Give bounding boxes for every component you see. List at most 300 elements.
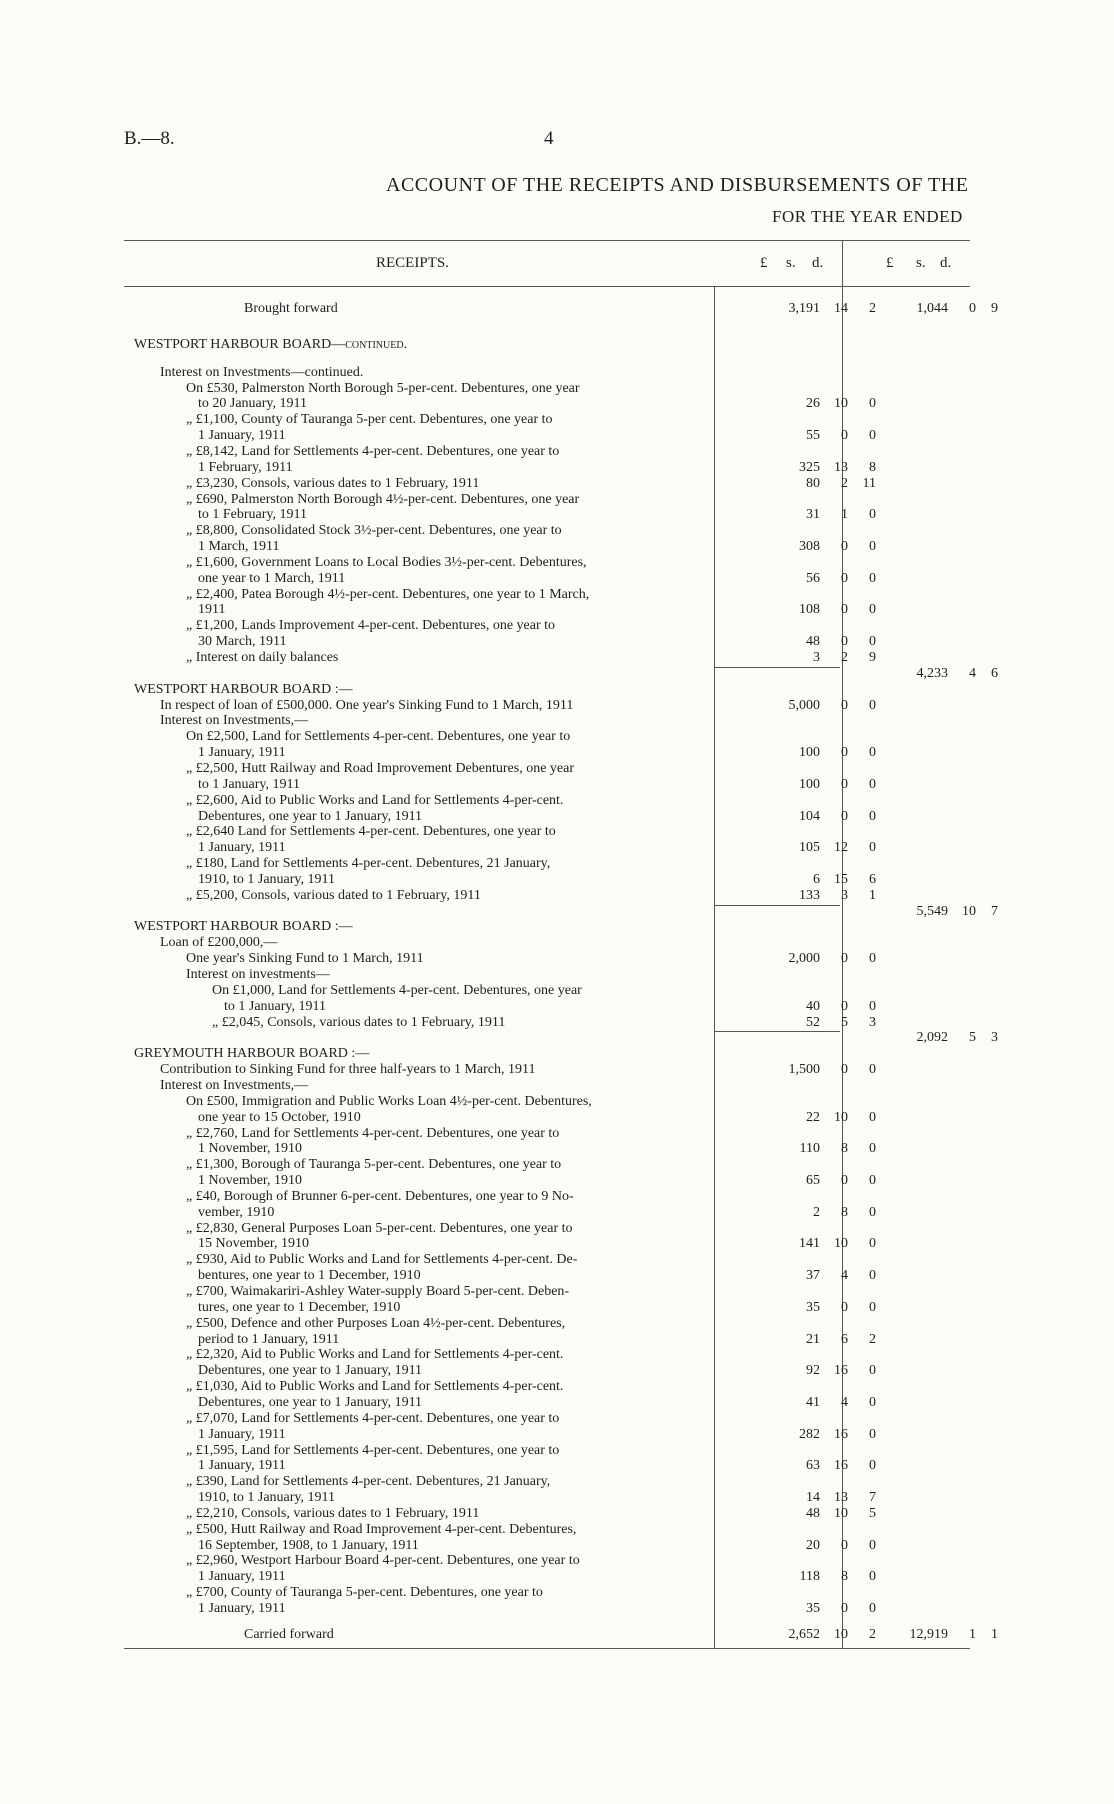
table-row — [134, 1378, 978, 1395]
amount-d: 1 — [869, 887, 876, 903]
table-row — [134, 1014, 978, 1031]
amount-l: 325 — [799, 459, 820, 475]
row-description: „ £2,760, Land for Settlements 4-per-cent. Debentures, one year to — [186, 1125, 560, 1141]
table-row — [134, 950, 978, 967]
table-row — [134, 586, 978, 603]
amount-s: 10 — [834, 1236, 848, 1252]
row-description: to 20 January, 1911 — [198, 396, 307, 412]
row-description: „ £2,320, Aid to Public Works and Land for Settlements 4-per-cent. — [186, 1347, 564, 1363]
amount-s: 10 — [834, 1626, 848, 1642]
amount-l: 20 — [806, 1537, 820, 1553]
row-description: „ £2,045, Consols, various dates to 1 February, 1911 — [212, 1014, 506, 1030]
table-row — [134, 1362, 978, 1379]
table-row — [134, 649, 978, 666]
amount-s: 1 — [841, 507, 848, 523]
row-description: On £530, Palmerston North Borough 5-per-cent. Debentures, one year — [186, 380, 580, 396]
amount-L: 2,092 — [916, 1030, 948, 1046]
table-row — [134, 1394, 978, 1411]
amount-d: 11 — [862, 475, 876, 491]
table-row — [134, 1220, 978, 1237]
row-description: „ £8,800, Consolidated Stock 3½-per-cent. Debentures, one year to — [186, 523, 562, 539]
pence2-heading: d. — [940, 255, 952, 271]
table-row — [134, 1473, 978, 1490]
table-row — [134, 1125, 978, 1142]
row-description: „ £1,030, Aid to Public Works and Land for Settlements 4-per-cent. — [186, 1379, 564, 1395]
row-description: „ £500, Defence and other Purposes Loan 4½-per-cent. Debentures, — [186, 1315, 566, 1331]
row-description: 1 January, 1911 — [198, 1601, 286, 1616]
amount-l: 92 — [806, 1363, 820, 1379]
row-description: „ £2,830, General Purposes Loan 5-per-cent. Debentures, one year to — [186, 1220, 573, 1236]
amount-d: 0 — [869, 840, 876, 856]
amount-l: 35 — [806, 1601, 820, 1616]
shillings-heading: s. — [786, 255, 796, 271]
amount-l: 308 — [799, 539, 820, 555]
amount-d: 0 — [869, 634, 876, 650]
table-row — [134, 491, 978, 508]
amount-L: 5,549 — [916, 903, 948, 919]
amount-l: 3 — [813, 650, 820, 665]
row-description: „ £7,070, Land for Settlements 4-per-cent. Debentures, one year to — [186, 1410, 560, 1426]
table-row — [134, 364, 978, 381]
table-row — [134, 1410, 978, 1427]
row-description: Interest on Investments,— — [160, 1077, 309, 1093]
amount-l: 40 — [806, 998, 820, 1014]
amount-d: 0 — [869, 745, 876, 761]
amount-d: 2 — [869, 1331, 876, 1347]
amount-s: 16 — [834, 1458, 848, 1474]
table-row — [134, 1346, 978, 1363]
amount-l: 2,652 — [788, 1626, 820, 1642]
row-description: On £2,500, Land for Settlements 4-per-cent. Debentures, one year to — [186, 729, 571, 745]
table-row — [134, 554, 978, 571]
amount-l: 80 — [806, 475, 820, 491]
row-description: bentures, one year to 1 December, 1910 — [198, 1268, 421, 1284]
amount-l: 1,500 — [788, 1062, 820, 1078]
amount-d: 0 — [869, 570, 876, 586]
table-row — [134, 1584, 978, 1601]
row-description: one year to 15 October, 1910 — [198, 1109, 361, 1125]
amount-l: 22 — [806, 1109, 820, 1125]
row-description: Interest on investments— — [186, 967, 330, 982]
amount-d: 0 — [869, 539, 876, 555]
row-description: „ £700, County of Tauranga 5-per-cent. Debentures, one year to — [186, 1585, 543, 1601]
row-description: Loan of £200,000,— — [160, 935, 278, 951]
row-description: 1 January, 1911 — [198, 1569, 286, 1585]
amount-S: 1 — [969, 1626, 976, 1642]
table-row — [134, 395, 978, 412]
amount-s: 10 — [834, 396, 848, 412]
row-description: „ £8,142, Land for Settlements 4-per-cent. Debentures, one year to — [186, 443, 560, 459]
row-description: one year to 1 March, 1911 — [198, 570, 346, 586]
amount-s: 3 — [841, 887, 848, 903]
amount-s: 0 — [841, 1173, 848, 1189]
amount-l: 52 — [806, 1014, 820, 1030]
amount-s: 0 — [841, 1299, 848, 1315]
table-row — [134, 1204, 978, 1221]
amount-l: 31 — [806, 507, 820, 523]
row-description: „ £1,600, Government Loans to Local Bodies 3½-per-cent. Debentures, — [186, 554, 587, 570]
table-row — [134, 427, 978, 444]
row-description: „ £390, Land for Settlements 4-per-cent. Debentures, 21 January, — [186, 1474, 551, 1490]
amount-s: 6 — [841, 1331, 848, 1347]
row-description: „ Interest on daily balances — [186, 650, 339, 665]
table-row — [134, 1045, 978, 1062]
amount-l: 65 — [806, 1173, 820, 1189]
amount-s: 0 — [841, 697, 848, 713]
table-row — [134, 697, 978, 714]
amount-d: 0 — [869, 1062, 876, 1078]
row-description: 1 November, 1910 — [198, 1141, 303, 1157]
amount-d: 0 — [869, 951, 876, 967]
amount-L: 4,233 — [916, 665, 948, 681]
header-ref: B.—8. — [124, 128, 175, 149]
row-description: 1 January, 1911 — [198, 1458, 286, 1474]
row-description: Debentures, one year to 1 January, 1911 — [198, 1394, 423, 1410]
table-row — [134, 1172, 978, 1189]
amount-d: 6 — [869, 871, 876, 887]
amount-s: 0 — [841, 808, 848, 824]
amount-l: 56 — [806, 570, 820, 586]
amount-l: 100 — [799, 776, 820, 792]
amount-s: 12 — [834, 840, 848, 856]
table-row — [134, 966, 978, 983]
row-description: 1910, to 1 January, 1911 — [198, 871, 335, 887]
amount-s: 13 — [834, 459, 848, 475]
table-row — [134, 459, 978, 476]
table-row — [134, 998, 978, 1015]
amount-s: 0 — [841, 634, 848, 650]
row-description: „ £930, Aid to Public Works and Land for Settlements 4-per-cent. De- — [186, 1252, 578, 1268]
table-row — [134, 712, 978, 729]
row-description: Interest on Investments,— — [160, 713, 309, 729]
row-description: 15 November, 1910 — [198, 1236, 310, 1252]
amount-s: 5 — [841, 1014, 848, 1030]
amount-s: 10 — [834, 1109, 848, 1125]
amount-D: 1 — [991, 1626, 998, 1642]
row-description: WESTPORT HARBOUR BOARD :— — [134, 681, 353, 697]
amount-d: 0 — [869, 1173, 876, 1189]
row-description: „ £40, Borough of Brunner 6-per-cent. Debentures, one year to 9 No- — [186, 1188, 574, 1204]
row-description: 1 January, 1911 — [198, 428, 286, 444]
table-row — [134, 1267, 978, 1284]
table-row — [134, 1093, 978, 1110]
row-description: 1 January, 1911 — [198, 840, 286, 856]
amount-d: 0 — [869, 1426, 876, 1442]
table-row — [134, 1626, 998, 1643]
amount-d: 2 — [869, 301, 876, 316]
table-row — [134, 1077, 978, 1094]
row-description: „ £1,200, Lands Improvement 4-per-cent. Debentures, one year to — [186, 618, 556, 634]
row-description: 1 February, 1911 — [198, 459, 293, 475]
amount-d: 0 — [869, 1141, 876, 1157]
row-description: 1 January, 1911 — [198, 745, 286, 761]
row-description: „ £2,210, Consols, various dates to 1 February, 1911 — [186, 1505, 480, 1521]
amount-s: 2 — [841, 475, 848, 491]
amount-s: 0 — [841, 570, 848, 586]
table-row — [134, 1140, 978, 1157]
table-row — [134, 506, 978, 523]
row-description: to 1 January, 1911 — [198, 776, 300, 792]
row-description: „ £500, Hutt Railway and Road Improvement 4-per-cent. Debentures, — [186, 1521, 577, 1537]
row-description: „ £700, Waimakariri-Ashley Water-supply Board 5-per-cent. Deben- — [186, 1284, 570, 1299]
amount-d: 0 — [869, 1268, 876, 1284]
amount-d: 0 — [869, 1299, 876, 1315]
amount-L: 1,044 — [916, 301, 948, 316]
amount-l: 133 — [799, 887, 820, 903]
table-row — [134, 1537, 978, 1554]
amount-l: 14 — [806, 1490, 820, 1506]
amount-L: 12,919 — [909, 1626, 948, 1642]
table-row — [134, 1299, 978, 1316]
amount-d: 0 — [869, 1601, 876, 1616]
table-bottom-rule — [124, 1648, 970, 1649]
amount-d: 0 — [869, 1458, 876, 1474]
row-description: to 1 February, 1911 — [198, 507, 307, 523]
amount-l: 104 — [799, 808, 820, 824]
amount-d: 0 — [869, 808, 876, 824]
table-row — [134, 1109, 978, 1126]
pounds2-heading: £ — [886, 255, 894, 271]
amount-D: 9 — [991, 301, 998, 316]
amount-l: 48 — [806, 1505, 820, 1521]
row-description: „ £2,640 Land for Settlements 4-per-cent. Debentures, one year to — [186, 824, 556, 840]
row-description: „ £5,200, Consols, various dated to 1 February, 1911 — [186, 887, 481, 903]
table-row — [134, 633, 978, 650]
table-row — [134, 475, 978, 492]
table-row — [134, 1283, 978, 1300]
row-description: Carried forward — [244, 1626, 334, 1642]
row-description: GREYMOUTH HARBOUR BOARD :— — [134, 1046, 370, 1062]
amount-l: 21 — [806, 1331, 820, 1347]
table-row — [134, 1457, 978, 1474]
table-row — [134, 855, 978, 872]
page-subtitle: FOR THE YEAR ENDED — [772, 207, 963, 226]
amount-s: 16 — [834, 1363, 848, 1379]
amount-l: 26 — [806, 396, 820, 412]
table-row — [134, 934, 978, 951]
row-description: „ £690, Palmerston North Borough 4½-per-cent. Debentures, one year — [186, 491, 580, 507]
row-description: Brought forward — [244, 301, 338, 316]
amount-l: 2 — [813, 1204, 820, 1220]
row-description: „ £1,100, County of Tauranga 5-per cent. Debentures, one year to — [186, 412, 553, 428]
amount-l: 41 — [806, 1394, 820, 1410]
table-row — [134, 982, 978, 999]
amount-l: 3,191 — [788, 301, 820, 316]
table-row — [134, 380, 978, 397]
table-row — [134, 522, 978, 539]
amount-s: 0 — [841, 1062, 848, 1078]
pounds-heading: £ — [760, 255, 768, 271]
amount-l: 2,000 — [788, 951, 820, 967]
amount-l: 37 — [806, 1268, 820, 1284]
table-row — [134, 1251, 978, 1268]
shillings2-heading: s. — [916, 255, 926, 271]
amount-s: 10 — [834, 1505, 848, 1521]
page-number: 4 — [544, 128, 554, 149]
table-row — [134, 1442, 978, 1459]
row-description: 30 March, 1911 — [198, 634, 287, 650]
amount-l: 105 — [799, 840, 820, 856]
amount-S: 4 — [969, 665, 976, 681]
amount-l: 118 — [799, 1569, 820, 1585]
amount-d: 3 — [869, 1014, 876, 1030]
amount-d: 0 — [869, 507, 876, 523]
table-row — [134, 744, 978, 761]
amount-D: 7 — [991, 903, 998, 919]
table-row — [134, 1156, 978, 1173]
row-description: to 1 January, 1911 — [224, 998, 326, 1014]
header-bottom-rule — [124, 286, 970, 287]
row-description: On £1,000, Land for Settlements 4-per-cent. Debentures, one year — [212, 982, 582, 998]
amount-s: 4 — [841, 1394, 848, 1410]
table-row — [134, 1061, 978, 1078]
table-row — [134, 918, 978, 935]
table-row — [134, 776, 978, 793]
amount-s: 8 — [841, 1569, 848, 1585]
amount-s: 2 — [841, 650, 848, 665]
amount-s: 0 — [841, 539, 848, 555]
row-description: „ £3,230, Consols, various dates to 1 February, 1911 — [186, 475, 480, 491]
row-description: Debentures, one year to 1 January, 1911 — [198, 1363, 423, 1379]
row-description: „ £180, Land for Settlements 4-per-cent. Debentures, 21 January, — [186, 856, 551, 872]
pence-heading: d. — [812, 255, 824, 271]
table-row — [134, 681, 978, 698]
table-row — [134, 538, 978, 555]
table-top-rule — [124, 240, 970, 241]
amount-d: 7 — [869, 1490, 876, 1506]
row-description: „ £2,960, Westport Harbour Board 4-per-cent. Debentures, one year to — [186, 1553, 580, 1569]
row-description: 16 September, 1908, to 1 January, 1911 — [198, 1537, 419, 1553]
row-description: „ £1,595, Land for Settlements 4-per-cent. Debentures, one year to — [186, 1442, 560, 1458]
amount-l: 282 — [799, 1426, 820, 1442]
table-row — [134, 871, 978, 888]
table-row — [134, 601, 978, 618]
row-description: One year's Sinking Fund to 1 March, 1911 — [186, 951, 424, 967]
table-row — [134, 1315, 978, 1332]
amount-s: 15 — [834, 871, 848, 887]
amount-S: 5 — [969, 1030, 976, 1046]
amount-d: 2 — [869, 1626, 876, 1642]
row-description: Contribution to Sinking Fund for three half-years to 1 March, 1911 — [160, 1062, 536, 1078]
amount-l: 6 — [813, 871, 820, 887]
table-row — [134, 728, 978, 745]
amount-d: 0 — [869, 1569, 876, 1585]
table-row — [134, 1552, 978, 1569]
row-description: period to 1 January, 1911 — [198, 1331, 340, 1347]
amount-D: 3 — [991, 1030, 998, 1046]
table-row — [134, 665, 998, 682]
row-description: 1 November, 1910 — [198, 1173, 303, 1189]
table-row — [134, 1235, 978, 1252]
amount-D: 6 — [991, 665, 998, 681]
table-row — [134, 760, 978, 777]
table-row — [134, 792, 978, 809]
amount-s: 0 — [841, 776, 848, 792]
amount-s: 13 — [834, 1490, 848, 1506]
table-row — [134, 1426, 978, 1443]
table-row — [134, 903, 998, 920]
amount-s: 0 — [841, 998, 848, 1014]
amount-d: 0 — [869, 396, 876, 412]
amount-s: 0 — [841, 602, 848, 618]
amount-d: 0 — [869, 998, 876, 1014]
amount-s: 0 — [841, 1537, 848, 1553]
amount-l: 100 — [799, 745, 820, 761]
amount-d: 0 — [869, 1109, 876, 1125]
amount-s: 0 — [841, 428, 848, 444]
amount-l: 63 — [806, 1458, 820, 1474]
amount-d: 0 — [869, 602, 876, 618]
amount-l: 108 — [799, 602, 820, 618]
table-row — [134, 570, 978, 587]
amount-s: 14 — [834, 301, 848, 316]
amount-d: 0 — [869, 1394, 876, 1410]
row-description: WESTPORT HARBOUR BOARD—continued. — [134, 336, 408, 352]
table-row — [134, 839, 978, 856]
amount-l: 55 — [806, 428, 820, 444]
table-row — [134, 300, 998, 317]
amount-s: 0 — [841, 745, 848, 761]
amount-s: 16 — [834, 1426, 848, 1442]
amount-s: 8 — [841, 1204, 848, 1220]
table-row — [134, 617, 978, 634]
row-description: 1910, to 1 January, 1911 — [198, 1490, 335, 1506]
row-description: 1911 — [198, 602, 226, 618]
amount-s: 8 — [841, 1141, 848, 1157]
row-description: Interest on Investments—continued. — [160, 364, 364, 380]
amount-d: 0 — [869, 428, 876, 444]
row-description: Debentures, one year to 1 January, 1911 — [198, 808, 423, 824]
row-description: In respect of loan of £500,000. One year's Sinking Fund to 1 March, 1911 — [160, 697, 574, 713]
table-row — [134, 1600, 978, 1617]
table-row — [134, 808, 978, 825]
amount-l: 141 — [799, 1236, 820, 1252]
amount-d: 5 — [869, 1505, 876, 1521]
row-description: „ £1,300, Borough of Tauranga 5-per-cent. Debentures, one year to — [186, 1157, 562, 1173]
table-row — [134, 443, 978, 460]
amount-l: 48 — [806, 634, 820, 650]
amount-l: 110 — [799, 1141, 820, 1157]
row-description: 1 March, 1911 — [198, 539, 280, 555]
row-description: tures, one year to 1 December, 1910 — [198, 1299, 401, 1315]
row-description: „ £2,500, Hutt Railway and Road Improvement Debentures, one year — [186, 760, 575, 776]
table-row — [134, 1331, 978, 1348]
row-description: 1 January, 1911 — [198, 1426, 286, 1442]
amount-d: 0 — [869, 776, 876, 792]
amount-d: 9 — [869, 650, 876, 665]
page-title: ACCOUNT OF THE RECEIPTS AND DISBURSEMENTS OF THE — [386, 174, 969, 196]
table-row — [134, 1029, 998, 1046]
row-description: On £500, Immigration and Public Works Loan 4½-per-cent. Debentures, — [186, 1093, 592, 1109]
receipts-heading: RECEIPTS. — [376, 255, 449, 271]
row-description: „ £2,600, Aid to Public Works and Land for Settlements 4-per-cent. — [186, 792, 564, 808]
amount-d: 0 — [869, 1204, 876, 1220]
table-row — [134, 823, 978, 840]
table-row — [134, 1505, 978, 1522]
row-description: vember, 1910 — [198, 1204, 275, 1220]
amount-d: 0 — [869, 1363, 876, 1379]
amount-d: 0 — [869, 1236, 876, 1252]
amount-l: 5,000 — [788, 697, 820, 713]
amount-l: 35 — [806, 1299, 820, 1315]
table-row — [134, 1489, 978, 1506]
row-description: WESTPORT HARBOUR BOARD :— — [134, 919, 353, 935]
table-row — [134, 887, 978, 904]
amount-d: 8 — [869, 459, 876, 475]
amount-S: 0 — [969, 301, 976, 316]
amount-S: 10 — [962, 903, 976, 919]
amount-s: 0 — [841, 1601, 848, 1616]
